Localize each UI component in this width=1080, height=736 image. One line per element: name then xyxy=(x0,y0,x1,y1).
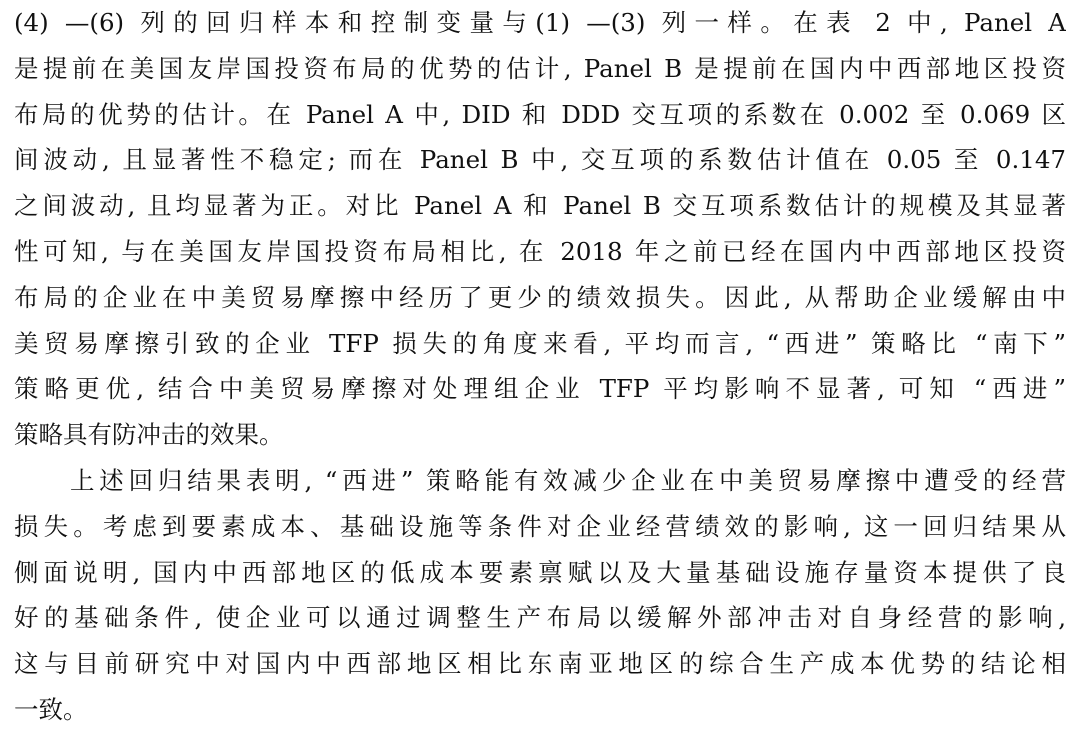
text-line: 是提前在美国友岸国投资布局的优势的估计, Panel B 是提前在国内中西部地区投资 xyxy=(14,53,1066,83)
text-line: 布局的企业在中美贸易摩擦中经历了更少的绩效损失。因此, 从帮助企业缓解由中 xyxy=(14,282,1066,312)
text-line: 策略具有防冲击的效果。 xyxy=(14,420,284,450)
text-line: 间波动, 且显著性不稳定; 而在 Panel B 中, 交互项的系数估计值在 0.05 至 0.147 xyxy=(14,145,1066,175)
text-line: 布局的优势的估计。在 Panel A 中, DID 和 DDD 交互项的系数在 0.002 至 0.069 区 xyxy=(14,99,1066,129)
text-line: 性可知, 与在美国友岸国投资布局相比, 在 2018 年之前已经在国内中西部地区投资 xyxy=(14,236,1066,266)
text-line: (4) —(6) 列的回归样本和控制变量与(1) —(3) 列一样。在表 2 中, Panel A xyxy=(14,8,1066,37)
text-line: 之间波动, 且均显著为正。对比 Panel A 和 Panel B 交互项系数估计的规模及其显著 xyxy=(14,191,1066,221)
text-line: 美贸易摩擦引致的企业 TFP 损失的角度来看, 平均而言, “西进” 策略比 “南下” xyxy=(14,328,1066,358)
text-line: 这与目前研究中对国内中西部地区相比东南亚地区的综合生产成本优势的结论相 xyxy=(14,649,1066,679)
text-line: 上述回归结果表明, “西进” 策略能有效减少企业在中美贸易摩擦中遭受的经营 xyxy=(70,465,1066,495)
text-line: 策略更优, 结合中美贸易摩擦对处理组企业 TFP 平均影响不显著, 可知 “西进” xyxy=(14,374,1066,404)
paragraph-2 xyxy=(14,458,1066,733)
document-body xyxy=(14,0,1066,733)
text-line: 侧面说明, 国内中西部地区的低成本要素禀赋以及大量基础设施存量资本提供了良 xyxy=(14,557,1066,587)
text-line: 一致。 xyxy=(14,694,88,724)
paragraph-1 xyxy=(14,0,1066,458)
text-line: 好的基础条件, 使企业可以通过调整生产布局以缓解外部冲击对自身经营的影响, xyxy=(14,603,1066,633)
text-line: 损失。考虑到要素成本、基础设施等条件对企业经营绩效的影响, 这一回归结果从 xyxy=(14,511,1066,541)
